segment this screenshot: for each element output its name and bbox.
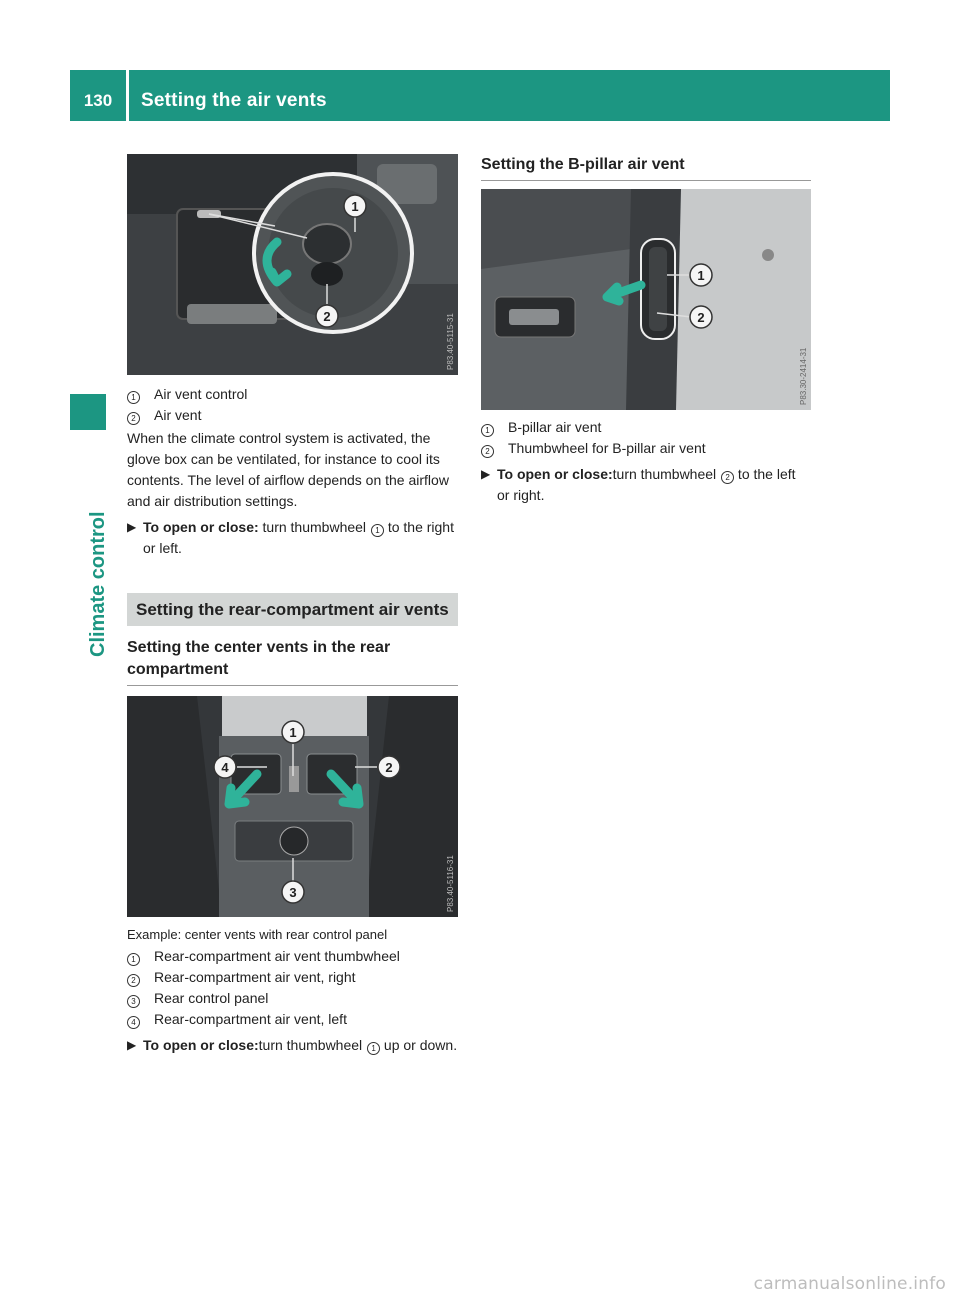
callout-marker: 3 [127, 995, 140, 1008]
step-text [143, 517, 458, 559]
legend-item [481, 438, 811, 459]
step-bold: To open or close: [143, 1037, 259, 1053]
callout-2-label: 2 [697, 310, 705, 325]
callout-marker: 1 [371, 524, 384, 537]
left-column [127, 154, 458, 1056]
page-title: Setting the air vents [141, 90, 327, 111]
callout-1-label: 1 [697, 268, 705, 283]
legend-text: Rear control panel [154, 990, 269, 1006]
step-bold: To open or close: [143, 519, 259, 535]
callout-1-label: 1 [351, 199, 359, 214]
step-text [497, 464, 811, 506]
section-heading: Setting the rear-compartment air vents [127, 593, 458, 626]
callout-3-label: 3 [289, 885, 297, 900]
step-text [143, 1035, 457, 1056]
callout-marker: 2 [481, 445, 494, 458]
figure-caption: Example: center vents with rear control panel [127, 927, 388, 942]
glove-box-paragraph: When the climate control system is activated, the glove box can be ventilated, for instance to cool its contents. The level of airflow depends on the airflow and air distribution settings. [127, 430, 449, 509]
step-after: to the right or left. [143, 519, 454, 556]
step-before: turn thumbwheel [258, 1037, 367, 1053]
legend-item [127, 946, 458, 967]
legend-item [127, 988, 458, 1009]
legend-figure1 [127, 384, 458, 426]
figure-rear-center-vents [127, 696, 458, 917]
step-before: turn thumbwheel [612, 466, 721, 482]
callout-marker: 1 [127, 391, 140, 404]
legend-item [127, 1009, 458, 1030]
callout-marker: 1 [367, 1042, 380, 1055]
instruction-step [127, 517, 458, 559]
callout-marker: 2 [127, 412, 140, 425]
callout-marker: 2 [721, 471, 734, 484]
figure-b-pillar-vent [481, 189, 811, 410]
b-pillar-illustration [481, 189, 811, 410]
watermark: carmanualsonline.info [753, 1274, 946, 1294]
legend-text: Air vent control [154, 386, 248, 402]
figure-id: P83.40-5116-31 [446, 855, 455, 912]
callout-marker: 1 [127, 953, 140, 966]
step-arrow-icon: ▶ [481, 467, 491, 481]
legend-text: Rear-compartment air vent, left [154, 1011, 347, 1027]
callout-marker: 2 [127, 974, 140, 987]
header-divider [126, 70, 129, 121]
figure-id: P83.40-5115-31 [446, 313, 455, 370]
subheading-center-vents: Setting the center vents in the rear compartment [127, 637, 458, 686]
callout-2-label: 2 [323, 309, 331, 324]
legend-item [127, 967, 458, 988]
step-after: up or down. [380, 1037, 458, 1053]
legend-text: B-pillar air vent [508, 419, 602, 435]
legend-text: Rear-compartment air vent, right [154, 969, 356, 985]
figure-glove-box-vent [127, 154, 458, 375]
legend-text: Rear-compartment air vent thumbwheel [154, 948, 400, 964]
callout-marker: 1 [481, 424, 494, 437]
callout-marker: 4 [127, 1016, 140, 1029]
step-bold: To open or close: [497, 466, 613, 482]
legend-item [481, 417, 811, 438]
legend-item [127, 384, 458, 405]
step-arrow-icon: ▶ [127, 520, 137, 534]
chapter-label: Climate control [87, 511, 109, 657]
instruction-step [127, 1035, 458, 1056]
step-before: turn thumbwheel [258, 519, 370, 535]
right-column [481, 154, 811, 506]
page-number: 130 [83, 91, 113, 110]
figure-id: P83.30-2414-31 [799, 347, 808, 405]
legend-text: Thumbwheel for B-pillar air vent [508, 440, 706, 456]
callout-1-label: 1 [289, 725, 297, 740]
legend-text: Air vent [154, 407, 202, 423]
step-arrow-icon: ▶ [127, 1038, 137, 1052]
legend-figure2 [127, 946, 458, 1030]
step-after: to the left or right. [497, 466, 796, 503]
legend-figure3 [481, 417, 811, 459]
rear-vents-illustration [127, 696, 458, 917]
callout-2-label: 2 [385, 760, 393, 775]
heading-b-pillar-vent: Setting the B-pillar air vent [481, 154, 811, 181]
glove-box-illustration [127, 154, 458, 375]
chapter-tab-marker [70, 394, 106, 430]
callout-4-label: 4 [221, 760, 229, 775]
legend-item [127, 405, 458, 426]
instruction-step [481, 464, 811, 506]
